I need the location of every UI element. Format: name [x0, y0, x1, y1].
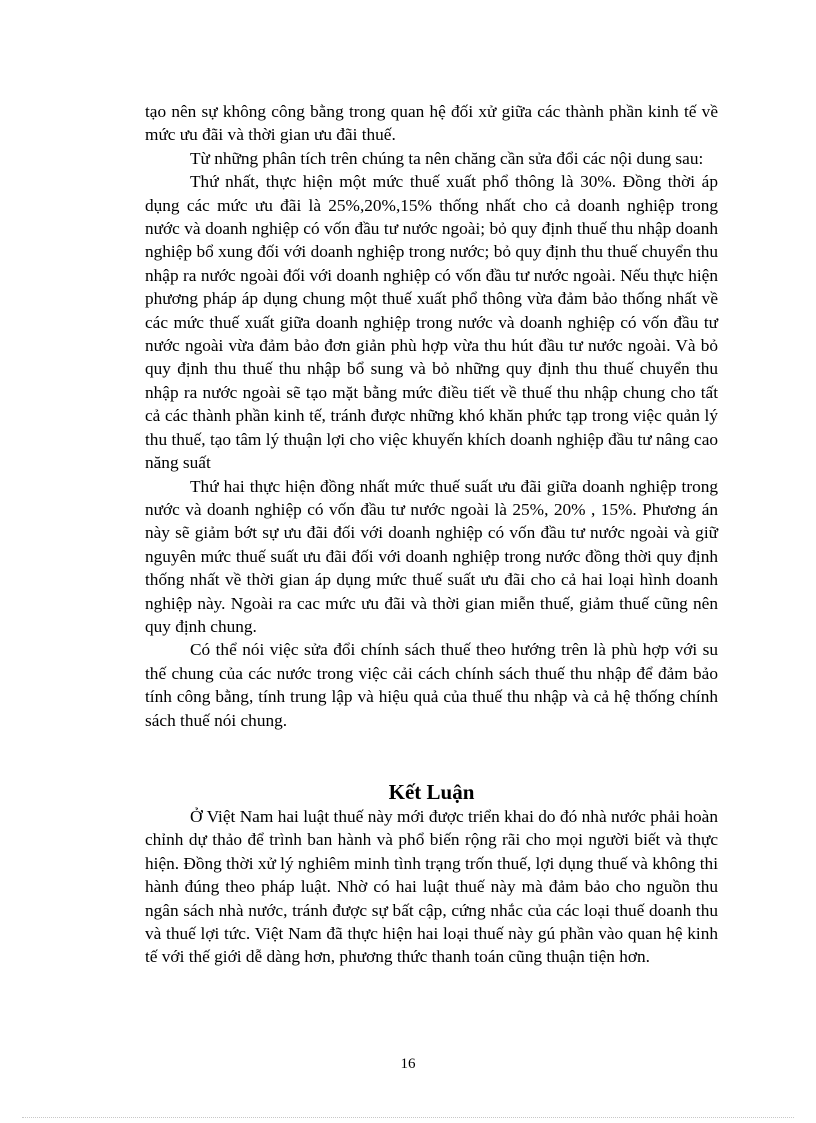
conclusion-paragraph: Ở Việt Nam hai luật thuế này mới được triển khai do đó nhà nước phải hoàn chỉnh dự thảo để trình ban hành và phổ biến rộng rãi cho mọi người biết và thực hiện. Đồng thời xử lý nghiêm minh tình trạng trốn thuế, lợi dụng thuế và không thi hành đúng theo pháp luật. Nhờ có hai luật thuế này mà đảm bảo cho nguồn thu ngân sách nhà nước, tránh được sự bất cập, cứng nhắc của các loại thuế doanh thu và thuế lợi tức. Việt Nam đã thực hiện hai loại thuế này gú phần vào quan hệ kinh tế với thế giới dễ dàng hơn, phương thức thanh toán cũng thuận tiện hơn. [145, 806, 718, 967]
page-bottom-divider [22, 1117, 794, 1118]
paragraph-continuation: tạo nên sự không công bằng trong quan hệ đối xử giữa các thành phần kinh tế về mức ưu đãi và thời gian ưu đãi thuế. [145, 102, 718, 145]
page-content [145, 100, 718, 969]
conclusion-heading: Kết Luận [388, 779, 475, 804]
paragraph-first-proposal: Thứ nhất, thực hiện một mức thuế xuất phổ thông là 30%. Đồng thời áp dụng các mức ưu đãi là 25%,20%,15% thống nhất cho cả doanh nghiệp trong nước và doanh nghiệp có vốn đầu tư nước ngoài; bỏ quy định thuế thu nhập doanh nghiệp bổ xung đối với doanh nghiệp trong nước; bỏ quy định thu thuế chuyển thu nhập ra nước ngoài đối với doanh nghiệp có vốn đầu tư nước ngoài. Nếu thực hiện phương pháp áp dụng chung một thuế xuất phổ thông vừa đảm bảo thống nhất về các mức thuế xuất giữa doanh nghiệp trong nước và doanh nghiệp có vốn đầu tư nước ngoài vừa đảm bảo đơn giản phù hợp vừa thu hút đầu tư nước ngoài. Và bỏ quy định thu thuế thu nhập bổ sung và bỏ những quy định thu thuế chuyển thu nhập ra nước ngoài sẽ tạo mặt bằng mức điều tiết về thuế thu nhập chung cho tất cả các thành phần kinh tế, tránh được những khó khăn phức tạp trong việc quản lý thu thuế, tạo tâm lý thuận lợi cho việc khuyến khích doanh nghiệp đầu tư nâng cao năng suất [145, 172, 718, 473]
paragraph-summary: Có thể nói việc sửa đổi chính sách thuế theo hướng trên là phù hợp với su thế chung của các nước trong việc cải cách chính sách thuế thu nhập để đảm bảo tính công bằng, tính trung lập và hiệu quả của thuế thu nhập và cả hệ thống chính sách thuế nói chung. [145, 640, 718, 730]
paragraph-intro: Từ những phân tích trên chúng ta nên chăng cần sửa đổi các nội dung sau: [190, 148, 704, 168]
paragraph-second-proposal: Thứ hai thực hiện đồng nhất mức thuế suất ưu đãi giữa doanh nghiệp trong nước và doanh nghiệp có vốn đầu tư nước ngoài là 25%, 20% , 15%. Phương án này sẽ giảm bớt sự ưu đãi đối với doanh nghiệp có vốn đầu tư nước ngoài và giữ nguyên mức thuế suất ưu đãi đối với doanh nghiệp trong nước đồng thời quy định thống nhất về thời gian áp dụng mức thuế suất ưu đãi cho cả hai loại hình doanh nghiệp này. Ngoài ra cac mức ưu đãi và thời gian miễn thuế, giảm thuế cũng nên quy định chung. [145, 476, 718, 636]
section-gap [145, 732, 718, 779]
page-number: 16 [400, 1056, 416, 1072]
